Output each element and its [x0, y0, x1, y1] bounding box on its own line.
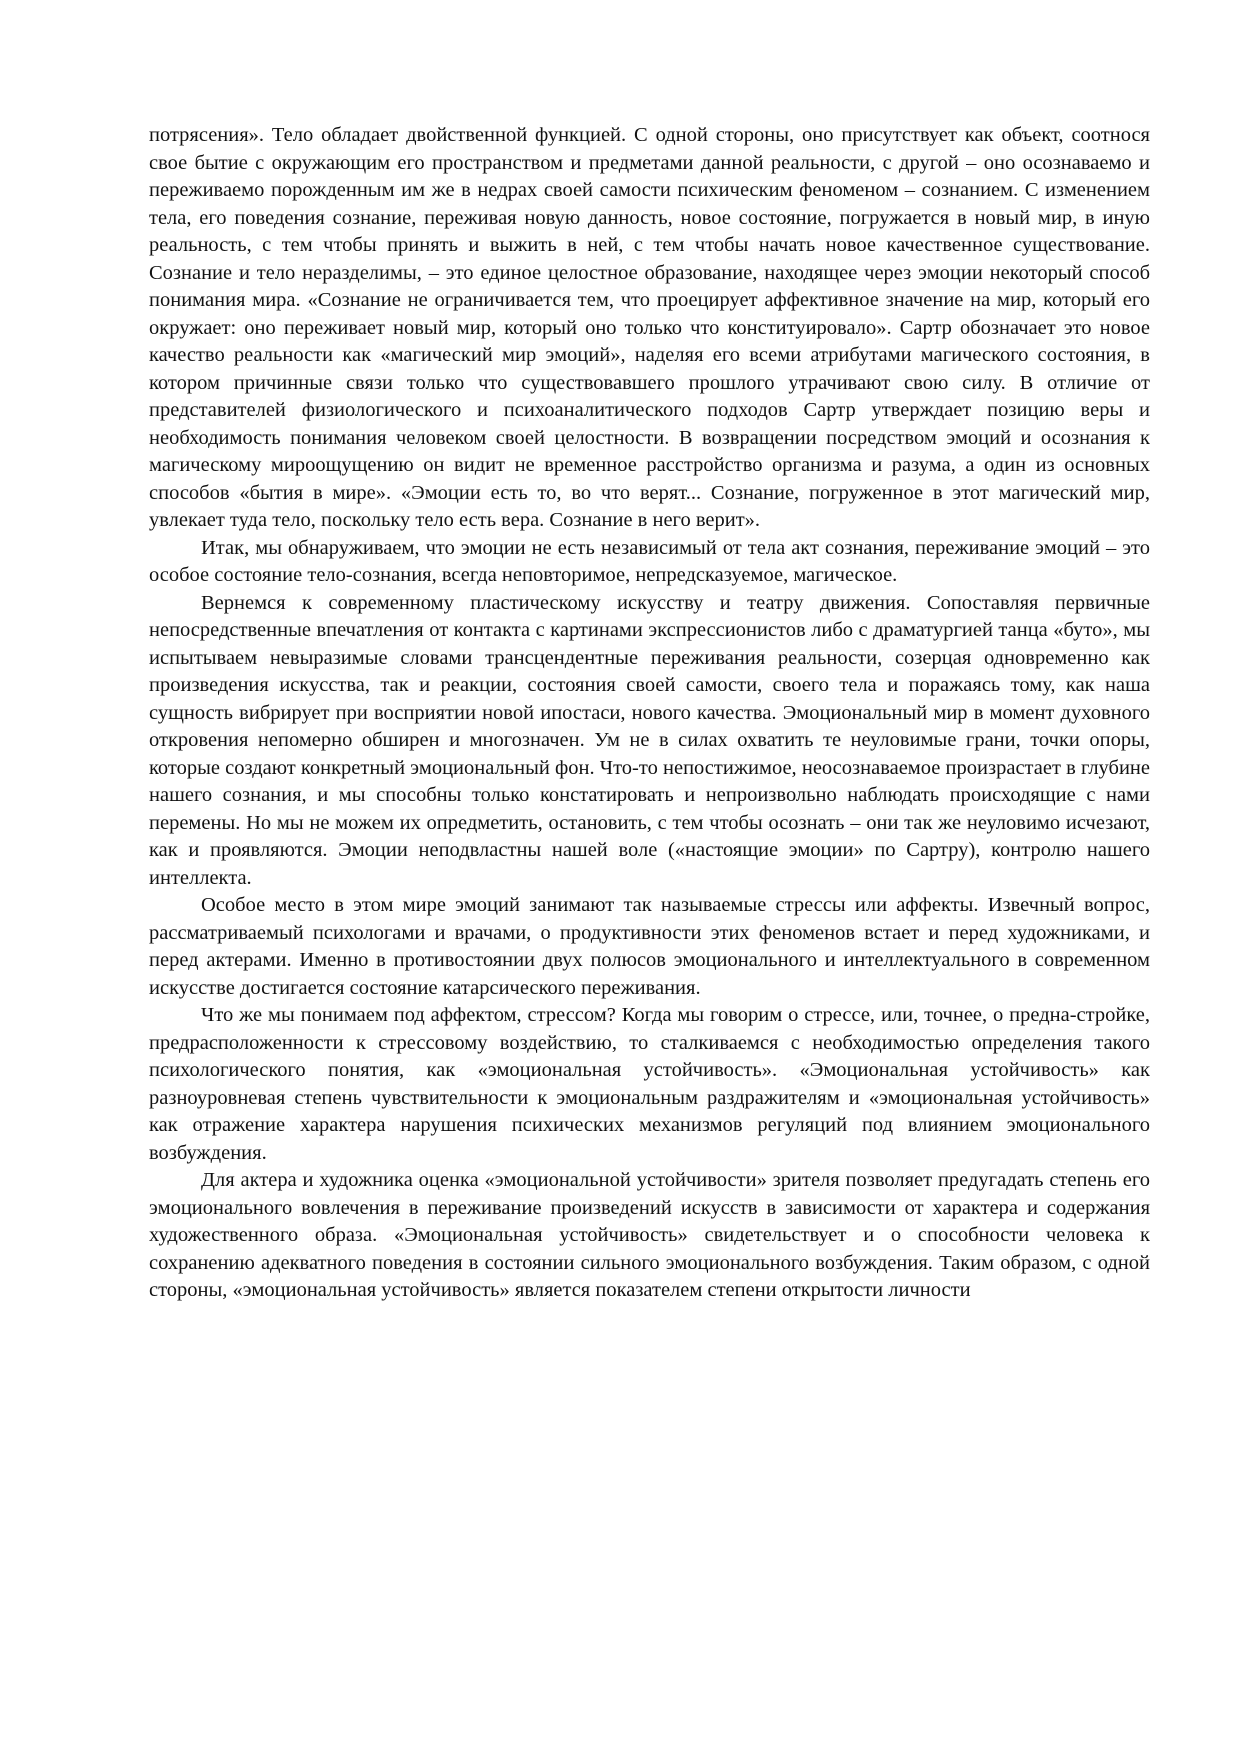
paragraph: Особое место в этом мире эмоций занимают так называемые стрессы или аффекты. Извечный вопрос, рассматриваемый психологами и врачами, о продуктивности этих феноменов встает и перед художниками, и перед актерами. Именно в противостоянии двух полюсов эмоционального и интеллектуального в современном искусстве достигается состояние катарсического переживания.	[149, 894, 1150, 999]
paragraph: Вернемся к современному пластическому искусству и театру движения. Сопоставляя первичные непосредственные впечатления от контакта с картинами экспрессионистов либо с драматургией танца «буто», мы испытываем невыразимые словами трансцендентные переживания реальности, созерцая одновременно как произведения искусства, так и реакции, состояния своей самости, своего тела и поражаясь тому, как наша сущность вибрирует при восприятии новой ипостаси, нового качества. Эмоциональный мир в момент духовного откровения непомерно обширен и многозначен. Ум не в силах охватить те неуловимые грани, точки опоры, которые создают конкретный эмоциональный фон. Что-то непостижимое, неосознаваемое произрастает в глубине нашего сознания, и мы способны только констатировать и непроизвольно наблюдать происходящие с нами перемены. Но мы не можем их опредметить, остановить, с тем чтобы осознать – они так же неуловимо исчезают, как и проявляются. Эмоции неподвластны нашей воле («настоящие эмоции» по Сартру), контролю нашего интеллекта.	[149, 591, 1150, 889]
paragraph: Итак, мы обнаруживаем, что эмоции не есть независимый от тела акт сознания, переживание эмоций – это особое состояние тело-сознания, всегда неповторимое, непредсказуемое, магическое.	[149, 536, 1150, 586]
document-page	[149, 122, 1150, 1305]
paragraph: Что же мы понимаем под аффектом, стрессом? Когда мы говорим о стрессе, или, точнее, о предна-стройке, предрасположенности к стрессовому воздействию, то сталкиваемся с необходимостью определения такого психологического понятия, как «эмоциональная устойчивость». «Эмоциональная устойчивость» как разноуровневая степень чувствительности к эмоциональным раздражителям и «эмоциональная устойчивость» как отражение характера нарушения психических механизмов регуляций под влиянием эмоционального возбуждения.	[149, 1004, 1150, 1164]
paragraph-continuation: потрясения». Тело обладает двойственной функцией. С одной стороны, оно присутствует как объект, соотнося свое бытие с окружающим его пространством и предметами данной реальности, с другой – оно осознаваемо и переживаемо порожденным им же в недрах своей самости психическим феноменом – сознанием. С изменением тела, его поведения сознание, переживая новую данность, новое состояние, погружается в новый мир, в иную реальность, с тем чтобы принять и выжить в ней, с тем чтобы начать новое качественное существование. Сознание и тело неразделимы, – это единое целостное образование, находящее через эмоции некоторый способ понимания мира. «Сознание не ограничивается тем, что проецирует аффективное значение на мир, который его окружает: оно переживает новый мир, который оно только что конституировало». Сартр обозначает это новое качество реальности как «магический мир эмоций», наделяя его всеми атрибутами магического состояния, в котором причинные связи только что существовавшего прошлого утрачивают свою силу. В отличие от представителей физиологического и психоаналитического подходов Сартр утверждает позицию веры и необходимость понимания человеком своей целостности. В возвращении посредством эмоций и осознания к магическому мироощущению он видит не временное расстройство организма и разума, а один из основных способов «бытия в мире». «Эмоции есть то, во что верят... Сознание, погруженное в этот магический мир, увлекает туда тело, поскольку тело есть вера. Сознание в него верит».	[149, 124, 1150, 531]
paragraph: Для актера и художника оценка «эмоциональной устойчивости» зрителя позволяет предугадать степень его эмоционального вовлечения в переживание произведений искусств в зависимости от характера и содержания художественного образа. «Эмоциональная устойчивость» свидетельствует и о способности человека к сохранению адекватного поведения в состоянии сильного эмоционального возбуждения. Таким образом, с одной стороны, «эмоциональная устойчивость» является показателем степени открытости личности	[149, 1169, 1150, 1301]
